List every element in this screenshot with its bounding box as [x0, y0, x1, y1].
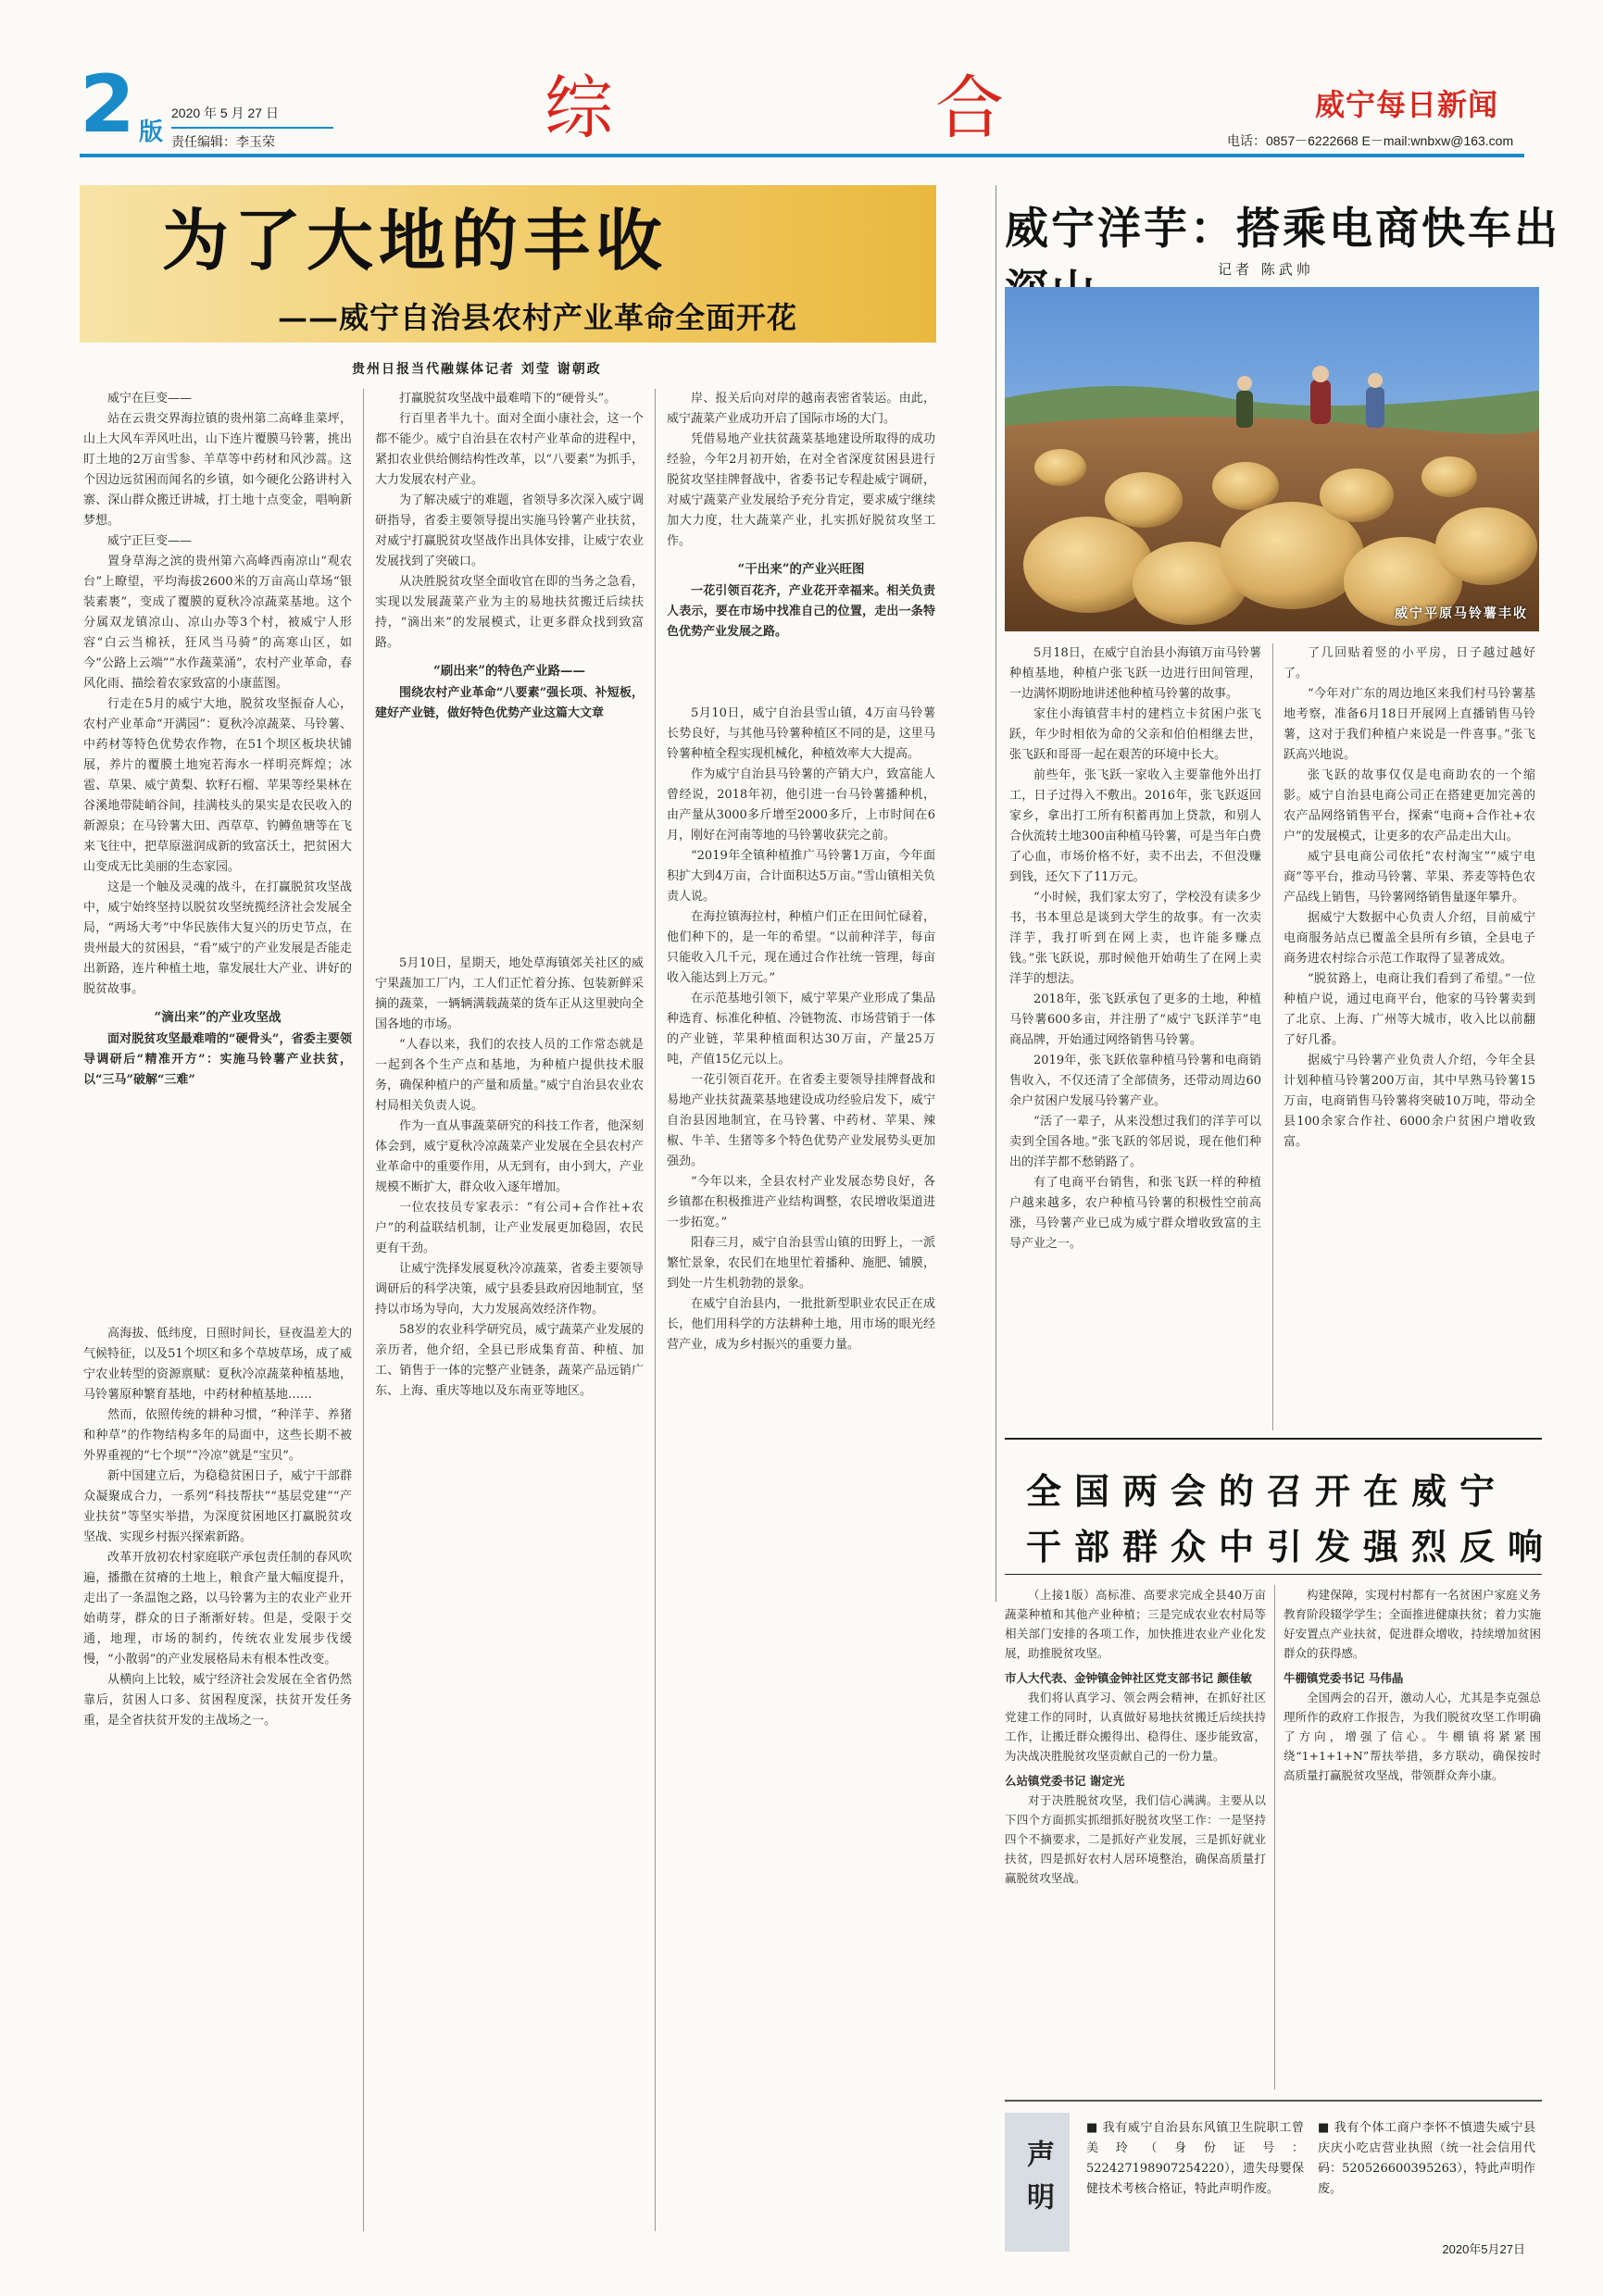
paragraph: 5月10日，星期天，地处草海镇郊关社区的威宁果蔬加工厂内，工人们正忙着分拣、包装新鲜采摘的蔬菜，一辆辆满载蔬菜的货车正从这里驶向全国各地的市场。: [375, 956, 644, 1031]
feature-column-1b: [83, 1324, 352, 2231]
paragraph: 一花引领百花开。在省委主要领导挂牌督战和易地产业扶贫蔬菜基地建设成功经验启发下，威宁自治县因地制宜，在马铃薯、中药材、苹果、辣椒、牛羊、生猪等多个特色优势产业发展势头更加强劲。: [667, 1073, 935, 1168]
lianghui-headline-line-2: 干部群众中引发强烈反响: [1026, 1526, 1557, 1567]
lianghui-column-1: [1005, 1585, 1266, 2090]
paragraph: “人春以来，我们的农技人员的工作常态就是一起到各个生产点和基地，为种植户提供技术服务，确保种植户的产量和质量。”威宁自治县农业农村局相关负责人说。: [375, 1038, 644, 1113]
paragraph: 从横向上比较，威宁经济社会发展在全省仍然靠后，贫困人口多、贫困程度深，扶贫开发任务重，是全省扶贫开发的主战场之一。: [83, 1673, 352, 1728]
paragraph: 让威宁洗择发展夏秋冷凉蔬菜，省委主要领导调研后的科学决策，威宁县委县政府因地制宜，坚持以市场为导向，大力发展高效经济作物。: [375, 1262, 644, 1316]
lianghui-column-2: [1284, 1585, 1541, 2090]
paragraph: 5月10日，威宁自治县雪山镇，4万亩马铃薯长势良好，与其他马铃薯种植区不同的是，这里马铃薯种植全程实现机械化，种植效率大大提高。: [667, 706, 935, 761]
paragraph: “脱贫路上，电商让我们看到了希望。”一位种植户说，通过电商平台，他家的马铃薯卖到了北京、上海、广州等大城市，收入比以前翻了好几番。: [1284, 972, 1535, 1047]
notice-box: [1005, 2100, 1542, 2257]
feature-column-3b: [667, 704, 935, 2231]
paragraph: 据威宁大数据中心负责人介绍，目前威宁电商服务站点已覆盖全县所有乡镇，全县电子商务进农村综合示范工作取得了显著成效。: [1284, 911, 1535, 966]
section-heading: “刷出来”的特色产业路——: [432, 664, 586, 679]
section-rule: [1005, 1574, 1542, 1575]
paragraph: 在示范基地引领下，威宁苹果产业形成了集品种选育、标准化种植、冷链物流、市场营销于一体的产业链，苹果种植面积达30万亩，产量25万吨，产值15亿元以上。: [667, 992, 935, 1067]
paragraph: 构建保障，实现村村都有一名贫困户家庭义务教育阶段辍学学生；全面推进健康扶贫；着力实施好安置点产业扶贫，促进群众增收，持续增加贫困群众的获得感。: [1284, 1588, 1541, 1660]
paragraph: 2019年，张飞跃依靠种植马铃薯和电商销售收入，不仅还清了全部债务，还带动周边60余户贫困户发展马铃薯产业。: [1009, 1054, 1261, 1108]
feature-byline: 贵州日报当代融媒体记者 刘莹 谢朝政: [352, 362, 602, 377]
paragraph: 行走在5月的威宁大地，脱贫攻坚振奋人心，农村产业革命“开满园”：夏秋冷凉蔬菜、马铃薯、中药材等特色优势农作物，在51个坝区板块状铺展，养片的覆膜土地宛若海水一样明亮辉煌；冰雹、草果、威宁黄梨、软籽石榴、苹果等经果林在谷溪地带陡峭谷间，挂满枝头的果实是农民收入的新源泉；在马铃薯大田、西草草、钓鳟鱼塘等在飞来飞往中，把草原滋润成新的致富沃土，把贫困大山变成无比美丽的生态家园。: [83, 697, 352, 874]
paragraph: 作为一直从事蔬菜研究的科技工作者，他深刻体会到，威宁夏秋冷凉蔬菜产业发展在全县农村产业革命中的重要作用，从无到有，由小到大，产业规模不断扩大，群众收入逐年增加。: [375, 1119, 644, 1194]
paragraph: 凭借易地产业扶贫蔬菜基地建设所取得的成功经验，今年2月初开始，在对全省深度贫困县进行脱贫攻坚挂牌督战中，省委书记专程赴威宁调研，对威宁蔬菜产业发展给予充分肯定，要求威宁继续加大力度，壮大蔬菜产业，扎实抓好脱贫攻坚工作。: [667, 432, 935, 548]
section-lead: 面对脱贫攻坚最难啃的“硬骨头”，省委主要领导调研后“精准开方”：实施马铃薯产业扶贫，以“三马”破解“三难”: [83, 1032, 352, 1087]
speaker-title: 牛棚镇党委书记 马伟晶: [1284, 1671, 1404, 1685]
paragraph: 然而，依照传统的耕种习惯，“种洋芋、养猪和种草”的作物结构多年的局面中，这些长期不被外界重视的“七个坝”“冷凉”就是“宝贝”。: [83, 1408, 352, 1463]
paragraph: “2019年全镇种植推广马铃薯1万亩，今年面积扩大到4万亩，合计面积达5万亩。”雪山镇相关负责人说。: [667, 849, 935, 904]
paragraph: 5月18日，在威宁自治县小海镇万亩马铃薯种植基地，种植户张飞跃一边进行田间管理，一边满怀期盼地讲述他种植马铃薯的故事。: [1009, 646, 1261, 701]
paragraph: 全国两会的召开，激动人心，尤其是李克强总理所作的政府工作报告，为我们脱贫攻坚工作明确了方向，增强了信心。牛棚镇将紧紧围绕“1+1+1+N”帮扶举措，多方联动，确保按时高质量打赢脱贫攻坚战，带领群众奔小康。: [1284, 1691, 1541, 1782]
notice-item-1: ■ 我有威宁自治县东风镇卫生院职工曾美玲（身份证号：522427198907254220），遗失母婴保健技术考核合格证，特此声明作废。: [1086, 2121, 1304, 2196]
column-separator: [363, 389, 364, 2231]
paragraph: 为了解决威宁的难题，省领导多次深入威宁调研指导，省委主要领导提出实施马铃薯产业扶贫，对威宁打赢脱贫攻坚战作出具体安排，让威宁农业发展找到了突破口。: [375, 493, 644, 568]
page-number: 2: [80, 58, 135, 151]
feature-column-1: [83, 389, 352, 1315]
masthead-rule: [80, 154, 1524, 157]
paragraph: 张飞跃的故事仅仅是电商助农的一个缩影。威宁自治县电商公司正在搭建更加完善的农产品网络销售平台，探索“电商+合作社+农户”的发展模式，让更多的农产品走出大山。: [1284, 768, 1535, 843]
paragraph: 从决胜脱贫攻坚全面收官在即的当务之急看，实现以发展蔬菜产业为主的易地扶贫搬迁后续扶持，“滴出来”的发展模式，让更多群众找到致富路。: [375, 575, 644, 650]
paragraph: 据威宁马铃薯产业负责人介绍，今年全县计划种植马铃薯200万亩，其中早熟马铃薯15万亩，电商销售马铃薯将突破10万吨，带动全县100余家合作社、6000余户贫困户增收致富。: [1284, 1054, 1535, 1149]
masthead: [0, 0, 1603, 157]
speaker-title: 么站镇党委书记 谢定光: [1005, 1774, 1125, 1788]
paragraph: 打赢脱贫攻坚战中最难啃下的“硬骨头”。: [399, 392, 617, 406]
paragraph: 威宁在巨变——: [107, 392, 193, 406]
potato-harvest-illustration: [1005, 287, 1539, 631]
paragraph: 前些年，张飞跃一家收入主要靠他外出打工，日子过得入不敷出。2016年，张飞跃返回家乡，拿出打工所有积蓄再加上贷款，和别人合伙流转土地300亩种植马铃薯，可是当年白费了心血，市场价格不好，卖不出去，不但没赚到钱，还欠下了11万元。: [1009, 768, 1261, 884]
paragraph: 作为威宁自治县马铃薯的产销大户，致富能人曾经说，2018年初，他引进一台马铃薯播种机，由产量从3000多斤增至2000多斤，上市时间在6月，刚好在河南等地的马铃薯收获完之前。: [667, 767, 935, 842]
paragraph: 置身草海之滨的贵州第六高峰西南凉山“观农台”上瞭望，平均海拔2600米的万亩高山草场“银装素裹”，变成了覆膜的夏秋冷凉蔬菜基地。这个分属双龙镇凉山、凉山办等3个村，被威宁人形容“白云当棉袄，狂风当马骑”的高寒山区，如今“公路上云端”“水作蔬菜涌”，农村产业革命，春风化雨、描绘着农家致富的小康蓝图。: [83, 555, 352, 691]
column-separator: [1272, 643, 1273, 1430]
paragraph: 改革开放初农村家庭联产承包责任制的春风吹遍，播撒在贫瘠的土地上，粮食产量大幅度提升，走出了一条温饱之路，以马铃薯为主的农业产业开始萌芽，群众的日子渐渐好转。但是，受限于交通，地理，市场的制约，传统农业发展步伐缓慢，“小散弱”的产业发展格局未有根本性改变。: [83, 1551, 352, 1666]
column-separator: [1274, 1585, 1275, 2090]
contact-info: 电话：0857－6222668 E－mail:wnbxw@163.com: [1227, 133, 1514, 148]
potato-article-byline: 记者 陈武帅: [1218, 261, 1314, 278]
paragraph: “小时候，我们家太穷了，学校没有读多少书，书本里总是谈到大学生的故事。有一次卖洋芋，我打听到在网上卖，也许能多赚点钱。”张飞跃说，那时候他开始萌生了在网上卖洋芋的想法。: [1009, 891, 1261, 986]
paragraph: 在海拉镇海拉村，种植户们正在田间忙碌着，他们种下的，是一年的希望。“以前种洋芋，每亩只能收入几千元，现在通过合作社统一管理，每亩收入能达到上万元。”: [667, 910, 935, 985]
feature-column-2b: [375, 954, 644, 2231]
paragraph: 这是一个触及灵魂的战斗，在打赢脱贫攻坚战中，威宁始终坚持以脱贫攻坚统揽经济社会发展全局，“两场大考”中华民族伟大复兴的历史节点，在贵州最大的贫困县，“看”威宁的产业发展是否能走出新路，连片种植土地，靠发展壮大产业、讲好的脱贫故事。: [83, 880, 352, 996]
paragraph: 我们将认真学习、领会两会精神，在抓好社区党建工作的同时，认真做好易地扶贫搬迁后续扶持工作，让搬迁群众搬得出、稳得住、逐步能致富，为决战决胜脱贫攻坚贡献自己的一份力量。: [1005, 1691, 1266, 1763]
paragraph: 家住小海镇营丰村的建档立卡贫困户张飞跃，年少时相依为命的父亲和伯伯相继去世，张飞跃和哥哥一起在艰苦的环境中长大。: [1009, 707, 1261, 762]
section-title-char-1: 综: [545, 69, 615, 148]
section-heading: “滴出来”的产业攻坚战: [154, 1010, 282, 1025]
section-rule: [1005, 1438, 1542, 1440]
paragraph: 新中国建立后，为稳稳贫困日子，威宁干部群众凝聚成合力，一系列“科技帮扶”“基层党建”“产业扶贫”等坚实举措，为深度贫困地区打赢脱贫攻坚战、实现乡村振兴探索新路。: [83, 1469, 352, 1544]
paragraph: 威宁县电商公司依托“农村淘宝”“威宁电商”等平台，推动马铃薯、苹果、荞麦等特色农产品线上销售，马铃薯网络销售量逐年攀升。: [1284, 850, 1535, 905]
photo-caption: 威宁平原马铃薯丰收: [1395, 606, 1528, 621]
paragraph: 有了电商平台销售，和张飞跃一样的种植户越来越多，农户种植马铃薯的积极性空前高涨，马铃薯产业已成为威宁群众增收致富的主导产业之一。: [1009, 1176, 1261, 1251]
paragraph: 对于决胜脱贫攻坚，我们信心满满。主要从以下四个方面抓实抓细抓好脱贫攻坚工作：一是坚持四个不摘要求，二是抓好产业发展，三是抓好就业扶贫，四是抓好农村人居环境整治，确保高质量打赢脱贫攻坚战。: [1005, 1793, 1266, 1885]
paragraph: 了几回贴着竖的小平房，日子越过越好了。: [1284, 646, 1535, 680]
notice-label: 声明: [1005, 2113, 1070, 2252]
paragraph: 在威宁自治县内，一批批新型职业农民正在成长，他们用科学的方法耕种土地，用市场的眼光经营产业，成为乡村振兴的重要力量。: [667, 1297, 935, 1352]
notice-date: 2020年5月27日: [1442, 2242, 1525, 2256]
section-heading: “干出来”的产业兴旺图: [737, 562, 865, 577]
feature-headline: 为了大地的丰收: [162, 201, 669, 280]
potato-article-headline: 威宁洋芋：搭乘电商快车出: [1005, 204, 1560, 255]
potato-column-1: [1009, 643, 1261, 1430]
paragraph: 行百里者半九十。面对全面小康社会，这一个都不能少。威宁自治县在农村产业革命的进程中，紧扣农业供给侧结构性改革，以“八要素”为抓手，大力发展农村产业。: [375, 412, 644, 487]
paragraph: “今年以来，全县农村产业发展态势良好，各乡镇都在积极推进产业结构调整，农民增收渠道进一步拓宽。”: [667, 1175, 935, 1229]
paragraph: “活了一辈子，从来没想过我们的洋芋可以卖到全国各地。”张飞跃的邻居说，现在他们种出的洋芋都不愁销路了。: [1009, 1115, 1261, 1169]
paragraph: 站在云贵交界海拉镇的贵州第二高峰韭菜坪，山上大风车弄风吐出，山下连片覆膜马铃薯，挑出盯土地的2万亩雪参、羊草等中药材和风沙蒿。这个因边远贫困而闻名的乡镇，如今硬化公路讲村入寨、深山群众搬迁讲城，打土地十点变金，唱响新梦想。: [83, 412, 352, 528]
paragraph: （上接1版）高标准、高要求完成全县40万亩蔬菜种植和其他产业种植；三是完成农业农村局等相关部门安排的各项工作，加快推进农业产业化发展，助推脱贫攻坚。: [1005, 1588, 1266, 1660]
paragraph: “今年对广东的周边地区来我们村马铃薯基地考察，准备6月18日开展网上直播销售马铃薯，这对于我们种植户来说是一件喜事。”张飞跃高兴地说。: [1284, 687, 1535, 762]
paragraph: 一位农技员专家表示：“有公司+合作社+农户”的利益联结机制，让产业发展更加稳固，农民更有干劲。: [375, 1201, 644, 1255]
feature-column-2: [375, 389, 644, 944]
paragraph: 阳春三月，威宁自治县雪山镇的田野上，一派繁忙景象，农民们在地里忙着播种、施肥、铺膜，到处一片生机勃勃的景象。: [667, 1236, 935, 1291]
newspaper-name: 威宁每日新闻: [1315, 87, 1499, 122]
notice-item-2: ■ 我有个体工商户李怀不慎遗失威宁县庆庆小吃店营业执照（统一社会信用代码：520526600395263），特此声明作废。: [1318, 2121, 1535, 2196]
paragraph: 高海拔、低纬度，日照时间长，昼夜温差大的气候特征，以及51个坝区和多个草坡草场，成了威宁农业转型的资源禀赋：夏秋冷凉蔬菜种植基地，马铃薯原种繁育基地，中药材种植基地……: [83, 1327, 352, 1402]
lianghui-headline-line-1: 全国两会的召开在威宁: [1026, 1470, 1509, 1512]
issue-date: 2020 年 5 月 27 日: [171, 106, 279, 120]
section-lead: 围绕农村产业革命“八要素”强长项、补短板，建好产业链，做好特色优势产业这篇大文章: [375, 686, 644, 720]
section-title-char-2: 合: [935, 69, 1006, 148]
column-separator: [655, 389, 656, 2231]
potato-column-2: [1284, 643, 1535, 1430]
section-lead: 一花引领百花齐，产业花开幸福来。相关负责人表示，要在市场中找准自己的位置，走出一条特色优势产业发展之路。: [667, 584, 935, 639]
feature-subheadline: ——威宁自治县农村产业革命全面开花: [278, 300, 798, 335]
paragraph: 58岁的农业科学研究员，威宁蔬菜产业发展的亲历者，他介绍，全县已形成集育苗、种植、加工、销售于一体的完整产业链条，蔬菜产品远销广东、上海、重庆等地以及东南亚等地区。: [375, 1323, 644, 1398]
paragraph: 2018年，张飞跃承包了更多的土地，种植马铃薯600多亩，并注册了“威宁飞跃洋芋”电商品牌，开始通过网络销售马铃薯。: [1009, 992, 1261, 1047]
paragraph: 岸、报关后向对岸的越南表密省装运。由此，威宁蔬菜产业成功开启了国际市场的大门。: [667, 392, 935, 426]
speaker-title: 市人大代表、金钟镇金钟社区党支部书记 颜佳敏: [1005, 1671, 1252, 1685]
editor-credit: 责任编辑：李玉荣: [171, 127, 333, 151]
page-suffix: 版: [139, 119, 164, 146]
paragraph: 威宁正巨变——: [107, 534, 193, 548]
potato-harvest-photo: [1005, 287, 1539, 631]
